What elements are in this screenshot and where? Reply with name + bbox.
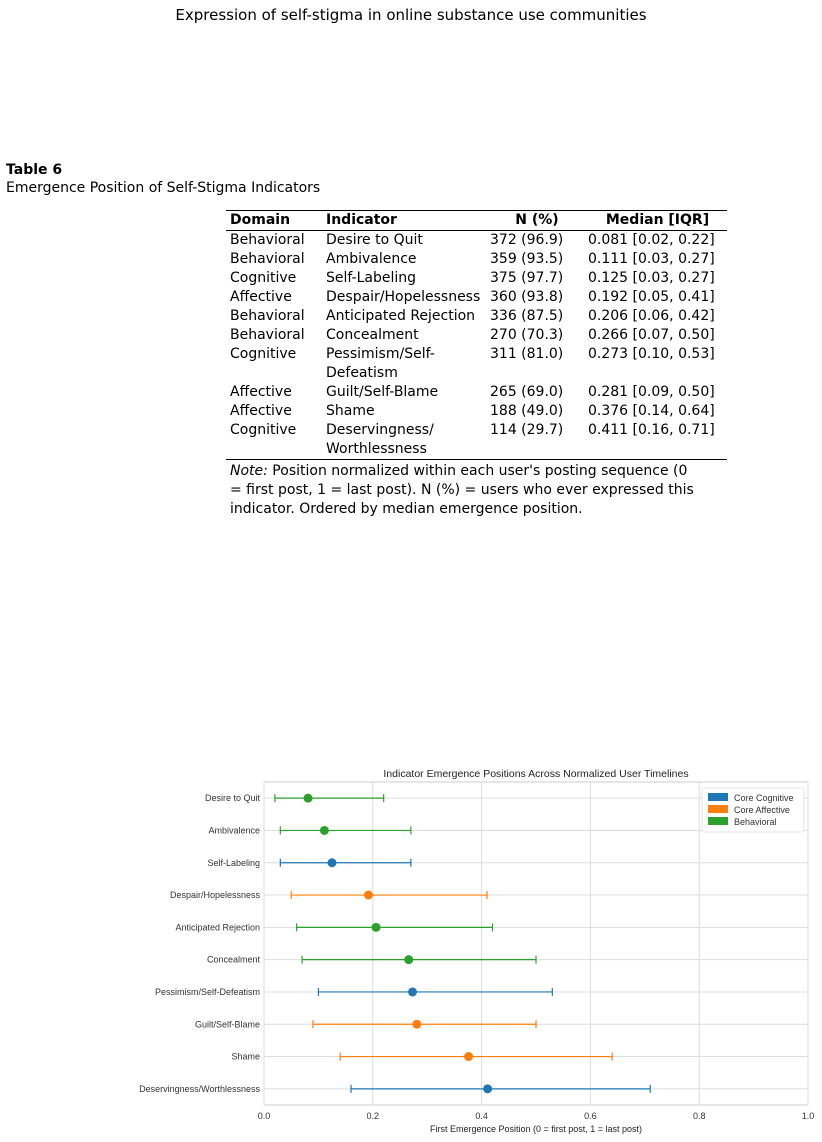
cell-n: 114 (29.7) (486, 421, 584, 460)
median-point (412, 1020, 421, 1029)
cell-indicator: Self-Labeling (326, 270, 417, 286)
cell-domain: Affective (230, 384, 292, 400)
cell-indicator: Ambivalence (326, 251, 417, 267)
table-row (226, 269, 727, 288)
cell-indicator: Pessimism/Self-Defeatism (326, 346, 435, 381)
cell-indicator: Anticipated Rejection (326, 308, 476, 324)
chart-title: Indicator Emergence Positions Across Normalized User Timelines (383, 768, 689, 780)
table-row (226, 402, 727, 421)
cell-median: 0.192 [0.05, 0.41] (588, 289, 715, 305)
x-tick-label: 0.8 (692, 1111, 706, 1121)
table-row (226, 345, 727, 383)
cell-domain: Affective (230, 403, 292, 419)
table-title: Emergence Position of Self-Stigma Indicators (6, 180, 321, 196)
emergence-chart (0, 762, 822, 1142)
cell-domain: Cognitive (230, 270, 297, 286)
median-point (372, 923, 381, 932)
table-row (226, 383, 727, 402)
median-point (364, 891, 373, 900)
x-axis-label: First Emergence Position (0 = first post, 1 = last post) (429, 1124, 643, 1134)
x-tick-label: 0.0 (257, 1111, 271, 1121)
table-container (226, 210, 727, 519)
cell-domain: Cognitive (226, 421, 322, 460)
y-tick-label: Concealment (206, 954, 260, 965)
x-tick-label: 1.0 (801, 1111, 815, 1121)
table-note (226, 462, 700, 519)
note-text: Position normalized within each user's posting sequence (0 = first post, 1 = last post). N (%) = users who ever expressed this indicator. Ordered by median emergence position. (230, 463, 694, 517)
cell-n: 372 (96.9) (490, 232, 564, 248)
cell-median: 0.273 [0.10, 0.53] (588, 346, 715, 362)
cell-median: 0.281 [0.09, 0.50] (588, 384, 715, 400)
median-point (464, 1052, 473, 1061)
cell-median: 0.111 [0.03, 0.27] (588, 251, 715, 267)
cell-domain: Behavioral (230, 232, 305, 248)
cell-median: 0.125 [0.03, 0.27] (588, 270, 715, 286)
cell-indicator: Guilt/Self-Blame (326, 384, 439, 400)
cell-n: 270 (70.3) (490, 327, 564, 343)
cell-n: 188 (49.0) (490, 403, 564, 419)
x-tick-label: 0.4 (475, 1111, 488, 1121)
note-label: Note: (230, 463, 268, 479)
cell-indicator: Concealment (326, 327, 419, 343)
x-tick-label: 0.2 (366, 1111, 380, 1121)
legend-swatch (708, 817, 728, 825)
table-number: Table 6 (6, 162, 63, 178)
running-header: Expression of self-stigma in online substance use communities (175, 6, 647, 24)
cell-indicator: Deservingness/ Worthlessness (322, 421, 486, 460)
cell-median: 0.376 [0.14, 0.64] (588, 403, 715, 419)
cell-n: 265 (69.0) (490, 384, 564, 400)
y-tick-label: Ambivalence (208, 825, 260, 836)
y-tick-label: Shame (231, 1051, 260, 1062)
table-row (226, 250, 727, 269)
cell-n: 360 (93.8) (490, 289, 564, 305)
col-header-indicator: Indicator (322, 211, 486, 231)
median-point (483, 1084, 492, 1093)
cell-n: 311 (81.0) (490, 346, 564, 362)
median-point (304, 794, 313, 803)
cell-median: 0.081 [0.02, 0.22] (588, 232, 715, 248)
col-header-n: N (%) (486, 211, 584, 231)
legend-label: Core Cognitive (734, 793, 794, 803)
cell-median: 0.206 [0.06, 0.42] (588, 308, 715, 324)
cell-indicator: Desire to Quit (326, 232, 423, 248)
cell-n: 359 (93.5) (490, 251, 564, 267)
median-point (328, 858, 337, 867)
cell-median: 0.266 [0.07, 0.50] (588, 327, 715, 343)
col-header-median: Median [IQR] (584, 211, 727, 231)
table-row (226, 326, 727, 345)
median-point (408, 987, 417, 996)
cell-n: 336 (87.5) (490, 308, 564, 324)
emergence-table (226, 210, 727, 460)
x-tick-label: 0.6 (584, 1111, 597, 1121)
y-tick-label: Anticipated Rejection (175, 922, 260, 933)
cell-domain: Behavioral (230, 251, 305, 267)
cell-domain: Behavioral (230, 308, 305, 324)
table-row (226, 307, 727, 326)
y-tick-label: Despair/Hopelessness (169, 890, 260, 901)
y-tick-label: Pessimism/Self-Defeatism (154, 986, 260, 997)
table-header-row (226, 211, 727, 231)
cell-indicator: Despair/Hopelessness (326, 289, 481, 305)
col-header-domain: Domain (226, 211, 322, 231)
y-tick-label: Desire to Quit (204, 793, 260, 804)
table-row (226, 288, 727, 307)
table-row (226, 421, 727, 460)
cell-n: 375 (97.7) (490, 270, 564, 286)
y-tick-label: Self-Labeling (207, 857, 260, 868)
median-point (404, 955, 413, 964)
table-row (226, 231, 727, 251)
legend-swatch (708, 793, 728, 801)
legend-swatch (708, 805, 728, 813)
y-tick-label: Guilt/Self-Blame (194, 1019, 260, 1030)
cell-domain: Affective (230, 289, 292, 305)
cell-domain: Behavioral (230, 327, 305, 343)
cell-domain: Cognitive (230, 346, 297, 362)
cell-indicator: Shame (326, 403, 375, 419)
legend-label: Core Affective (734, 805, 790, 815)
y-tick-label: Deservingness/Worthlessness (139, 1083, 260, 1094)
legend-label: Behavioral (734, 817, 777, 827)
median-point (320, 826, 329, 835)
cell-median: 0.411 [0.16, 0.71] (584, 421, 727, 460)
